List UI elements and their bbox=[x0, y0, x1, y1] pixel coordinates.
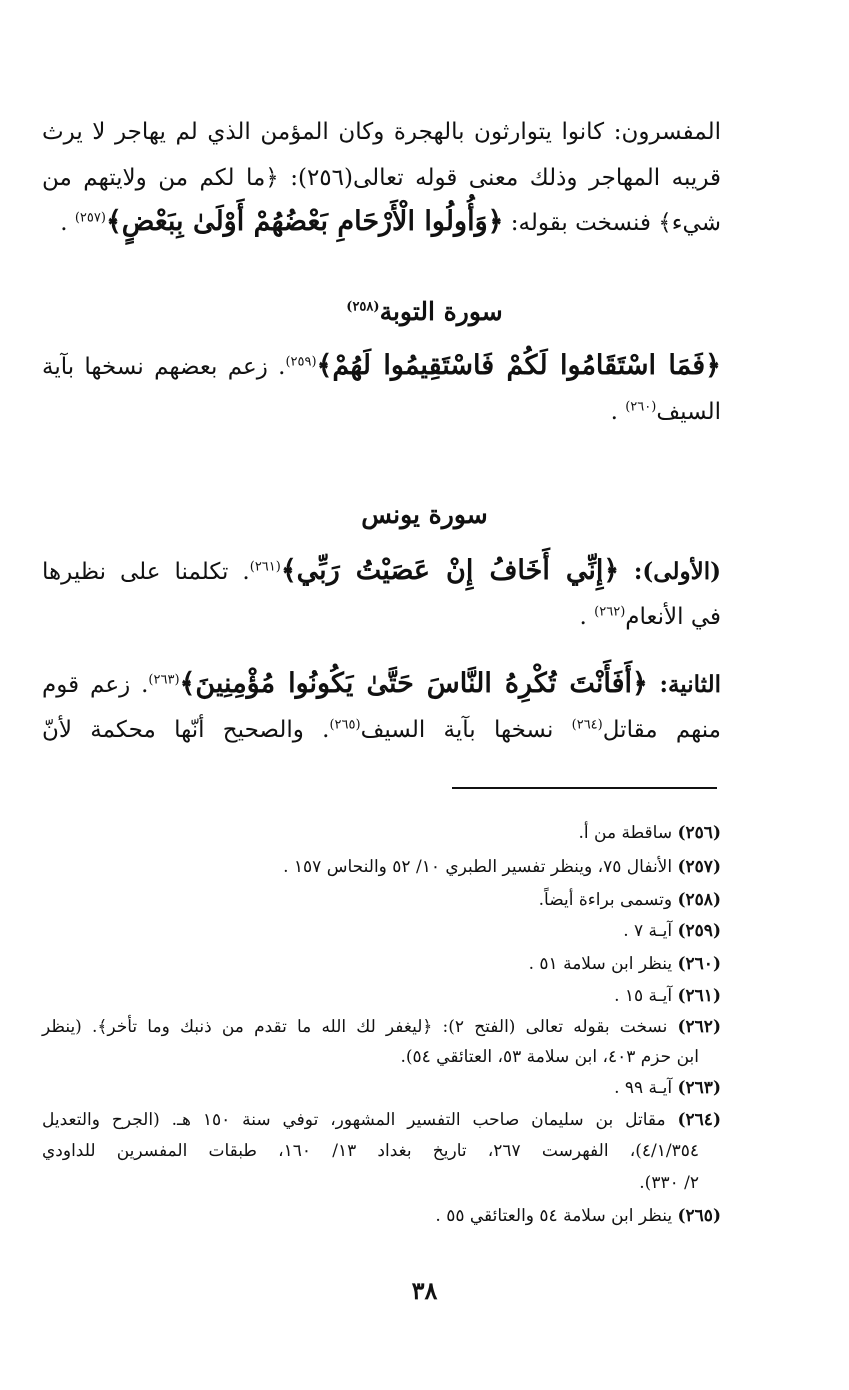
footnote-ref: (٢٦٥) bbox=[329, 717, 361, 733]
body-text: منهم مقاتل bbox=[602, 717, 721, 743]
footnote-number: (٢٥٨) bbox=[677, 890, 721, 910]
page-number: ٣٨ bbox=[411, 1276, 438, 1305]
body-text: . bbox=[610, 399, 626, 425]
footnote-continuation bbox=[42, 1172, 699, 1194]
footnote bbox=[42, 822, 721, 844]
footnote bbox=[42, 856, 721, 878]
body-line bbox=[42, 716, 721, 744]
body-text: . زعم بعضهم نسخها بآية bbox=[42, 354, 286, 380]
footnote-separator bbox=[452, 787, 717, 789]
footnote-ref: (٢٥٨) bbox=[346, 299, 380, 315]
footnote-text: نسخت بقوله تعالى (الفتح ٢): ﴿ليغفر لك الله ما تقدم من ذنبك وما تأخر﴾. (ينظر bbox=[42, 1017, 678, 1037]
footnote-ref: (٢٥٩) bbox=[285, 354, 317, 370]
body-line bbox=[42, 670, 721, 699]
footnote-text: الأنفال ٧٥، وينظر تفسير الطبري ١٠/ ٥٢ والنحاس ١٥٧ . bbox=[283, 857, 678, 877]
footnote-ref: (٢٦٣) bbox=[148, 672, 180, 688]
body-line bbox=[42, 398, 721, 426]
footnote-text: آيـة ٧ . bbox=[623, 921, 678, 941]
footnote-number: (٢٦٣) bbox=[677, 1078, 721, 1098]
footnote-text: ٢/ ٣٣٠). bbox=[639, 1173, 699, 1193]
body-text: . زعم قوم bbox=[42, 672, 149, 698]
footnote bbox=[42, 1016, 721, 1038]
body-line bbox=[42, 557, 721, 586]
body-line bbox=[42, 164, 721, 192]
body-text: السيف bbox=[656, 399, 721, 425]
footnote-number: (٢٦٤) bbox=[677, 1110, 721, 1130]
footnote-text: ابن حزم ٤٠٣، ابن سلامة ٥٣، العتائقي ٥٤). bbox=[400, 1047, 699, 1067]
footnote-number: (٢٦٢) bbox=[677, 1017, 721, 1037]
footnote bbox=[42, 1205, 721, 1227]
footnote-text: مقاتل بن سليمان صاحب التفسير المشهور، توفي سنة ١٥٠ هـ. (الجرح والتعديل bbox=[42, 1110, 678, 1130]
footnote-ref: (٢٦٢) bbox=[594, 604, 626, 620]
body-text: شيء﴾ فنسخت بقوله: bbox=[503, 210, 721, 236]
footnote bbox=[42, 1109, 721, 1131]
footnote-text: ساقطة من أ. bbox=[578, 823, 678, 843]
footnote bbox=[42, 985, 721, 1007]
footnote-continuation bbox=[42, 1140, 699, 1162]
body-text: . bbox=[579, 604, 595, 630]
body-line bbox=[42, 118, 721, 146]
body-text: قريبه المهاجر وذلك معنى قوله تعالى(٢٥٦): ﴿ما لكم من ولايتهم من bbox=[42, 165, 721, 191]
body-text: المفسرون: كانوا يتوارثون بالهجرة وكان المؤمن الذي لم يهاجر لا يرث bbox=[42, 119, 721, 145]
footnote-number: (٢٥٧) bbox=[677, 857, 721, 877]
section-heading bbox=[0, 297, 849, 326]
footnote-text: وتسمى براءة أيضاً. bbox=[538, 890, 678, 910]
body-line bbox=[42, 208, 721, 237]
footnote-ref: (٢٦٠) bbox=[625, 399, 657, 415]
body-text: . bbox=[60, 210, 75, 236]
item-label: (الأولى): bbox=[619, 558, 721, 585]
footnote-number: (٢٦٥) bbox=[677, 1206, 721, 1226]
body-text: . تكلمنا على نظيرها bbox=[42, 559, 250, 585]
body-text: في الأنعام bbox=[625, 604, 721, 630]
item-label: الثانية: bbox=[647, 671, 721, 698]
footnote-text: آيـة ١٥ . bbox=[614, 986, 678, 1006]
footnote-ref: (٢٥٧) bbox=[74, 210, 106, 226]
footnote-number: (٢٦٠) bbox=[677, 954, 721, 974]
quran-verse: ﴿وَأُولُوا الْأَرْحَامِ بَعْضُهُمْ أَوْلَىٰ بِبَعْضٍ﴾ bbox=[105, 206, 504, 237]
footnote-continuation bbox=[42, 1046, 699, 1068]
quran-verse: ﴿فَمَا اسْتَقَامُوا لَكُمْ فَاسْتَقِيمُوا لَهُمْ﴾ bbox=[316, 350, 721, 381]
footnote-number: (٢٦١) bbox=[677, 986, 721, 1006]
body-text: . والصحيح أنّها محكمة لأنّ bbox=[42, 717, 330, 743]
footnote-text: ٤/١/٣٥٤)، الفهرست ٢٦٧، تاريخ بغداد ١٣/ ١٦٠، طبقات المفسرين للداودي bbox=[42, 1141, 699, 1161]
body-text: نسخها بآية السيف bbox=[360, 717, 572, 743]
footnote-ref: (٢٦٤) bbox=[571, 717, 603, 733]
quran-verse: ﴿إِنِّي أَخَافُ إِنْ عَصَيْتُ رَبِّي﴾ bbox=[280, 555, 620, 586]
footnote-text: ينظر ابن سلامة ٥١ . bbox=[528, 954, 678, 974]
section-heading bbox=[0, 500, 849, 529]
heading-text: سورة التوبة bbox=[379, 297, 503, 326]
footnote-ref: (٢٦١) bbox=[249, 559, 281, 575]
footnote-number: (٢٥٩) bbox=[677, 921, 721, 941]
body-line bbox=[42, 352, 721, 381]
footnote-text: ينظر ابن سلامة ٥٤ والعتائقي ٥٥ . bbox=[435, 1206, 678, 1226]
footnote-number: (٢٥٦) bbox=[677, 823, 721, 843]
footnote bbox=[42, 953, 721, 975]
heading-text: سورة يونس bbox=[361, 500, 488, 529]
footnote bbox=[42, 920, 721, 942]
quran-verse: ﴿أَفَأَنْتَ تُكْرِهُ النَّاسَ حَتَّىٰ يَكُونُوا مُؤْمِنِينَ﴾ bbox=[179, 668, 648, 699]
body-line bbox=[42, 603, 721, 631]
footnote bbox=[42, 889, 721, 911]
footnote-text: آيـة ٩٩ . bbox=[614, 1078, 678, 1098]
footnote bbox=[42, 1077, 721, 1099]
